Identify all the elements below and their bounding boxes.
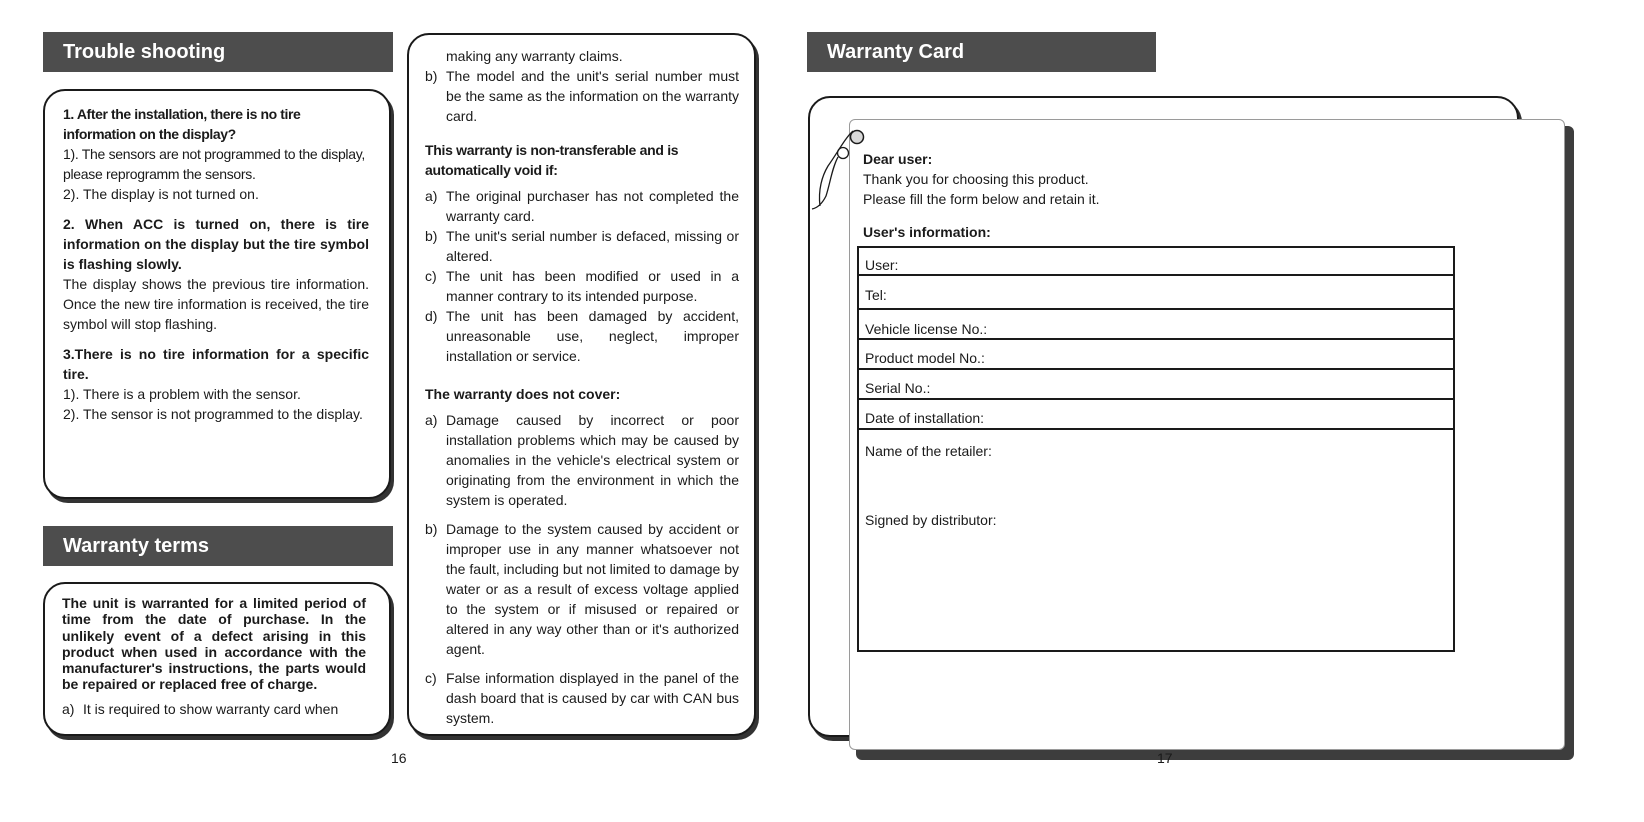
void-item: [425, 266, 739, 306]
item-marker: c): [425, 268, 437, 284]
item-text: The original purchaser has not completed the warranty card.: [446, 188, 739, 224]
users-information-title: User's information:: [863, 224, 991, 240]
void-item: [425, 226, 739, 266]
serial-number-field[interactable]: [859, 370, 1453, 400]
fill-instruction: Please fill the form below and retain it.: [863, 191, 1100, 207]
item-text: It is required to show warranty card when: [83, 700, 339, 717]
serial-number-label: Serial No.:: [865, 380, 931, 396]
item-marker: b): [425, 228, 438, 244]
item-text: The unit's serial number is defaced, missing or altered.: [446, 228, 739, 264]
trouble-shooting-title: Trouble shooting: [63, 41, 226, 63]
item-marker: d): [425, 308, 438, 324]
warranty-item-a: [62, 699, 366, 719]
warranty-conditions-content: [425, 46, 739, 728]
q1-title: 1. After the installation, there is no tire information on the display?: [63, 106, 301, 142]
item-text: The unit has been modified or used in a manner contrary to its intended purpose.: [446, 268, 739, 304]
warranty-intro: The unit is warranted for a limited period of time from the date of purchase. In the unlikely event of a defect arising in this product when used in accordance with the manufacturer's instructions, the parts would be repaired or replaced free of charge.: [62, 595, 366, 693]
retailer-label: Name of the retailer:: [865, 443, 992, 459]
void-item: [425, 186, 739, 226]
q2-text: The display shows the previous tire information. Once the new tire information is received, the tire symbol will stop flashing.: [63, 276, 369, 332]
warranty-terms-title: Warranty terms: [63, 535, 209, 557]
q3-item: 1). There is a problem with the sensor.: [63, 386, 301, 402]
tel-field[interactable]: [859, 276, 1453, 310]
continuation-text: making any warranty claims.: [446, 48, 623, 64]
item-marker: c): [425, 670, 437, 686]
item-text: The unit has been damaged by accident, unreasonable use, neglect, improper installation or service.: [446, 308, 739, 364]
q1-item: 2). The display is not turned on.: [63, 186, 259, 202]
distributor-signature-label: Signed by distributor:: [865, 512, 997, 528]
item-text: Damage caused by incorrect or poor installation problems which may be caused by anomalies in the vehicle's electrical system or originating from the environment in which the system is operated.: [446, 412, 739, 508]
installation-date-field[interactable]: [859, 400, 1453, 430]
void-title: This warranty is non-transferable and is automatically void if:: [425, 142, 679, 178]
user-label: User:: [865, 257, 899, 273]
vehicle-license-field[interactable]: [859, 310, 1453, 340]
continuation-item-b: [425, 66, 739, 126]
void-list: [425, 186, 739, 366]
hanging-string-icon: [808, 124, 868, 216]
product-model-field[interactable]: [859, 340, 1453, 370]
card-greeting: [863, 149, 1423, 209]
item-marker: a): [425, 412, 438, 428]
distributor-signature-field[interactable]: [865, 512, 997, 528]
item-marker: b): [425, 521, 438, 537]
item-marker: b): [425, 68, 438, 84]
thanks-text: Thank you for choosing this product.: [863, 171, 1089, 187]
warranty-terms-content: [62, 595, 366, 719]
warranty-card-title: Warranty Card: [827, 41, 965, 63]
not-cover-list: [425, 410, 739, 728]
q1-item: 1). The sensors are not programmed to the display, please reprogramm the sensors.: [63, 146, 365, 182]
item-marker: a): [425, 188, 438, 204]
page-number-right: 17: [1157, 750, 1173, 766]
item-text: The model and the unit's serial number must be the same as the information on the warranty card.: [446, 68, 739, 124]
installation-date-label: Date of installation:: [865, 410, 985, 426]
page-number-left: 16: [391, 750, 407, 766]
not-cover-item: [425, 519, 739, 659]
not-cover-item: [425, 668, 739, 728]
q3-item: 2). The sensor is not programmed to the display.: [63, 406, 363, 422]
tel-label: Tel:: [865, 287, 887, 303]
retailer-field[interactable]: [865, 443, 992, 459]
void-item: [425, 306, 739, 366]
item-text: Damage to the system caused by accident or improper use in any manner whatsoever not the fault, including but not limited to damage by water or as a result of excess voltage applied to the system or if misused or repaired or altered in any way other than or it's authorized agent.: [446, 521, 739, 657]
trouble-shooting-header: [43, 32, 393, 72]
dear-user: Dear user:: [863, 151, 933, 167]
warranty-card-header: [807, 32, 1156, 72]
item-marker: a): [62, 700, 75, 717]
q3-title: 3.There is no tire information for a specific tire.: [63, 346, 369, 382]
not-cover-title: The warranty does not cover:: [425, 386, 621, 402]
not-cover-item: [425, 410, 739, 510]
product-model-label: Product model No.:: [865, 350, 985, 366]
warranty-terms-header: [43, 526, 393, 566]
user-field[interactable]: [859, 248, 1453, 276]
user-information-form: [857, 246, 1455, 652]
q2-title: 2. When ACC is turned on, there is tire information on the display but the tire symbol is flashing slowly.: [63, 216, 369, 272]
item-text: False information displayed in the panel of the dash board that is caused by car with CAN bus system.: [446, 670, 739, 726]
vehicle-license-label: Vehicle license No.:: [865, 321, 988, 337]
trouble-shooting-content: [63, 104, 369, 424]
